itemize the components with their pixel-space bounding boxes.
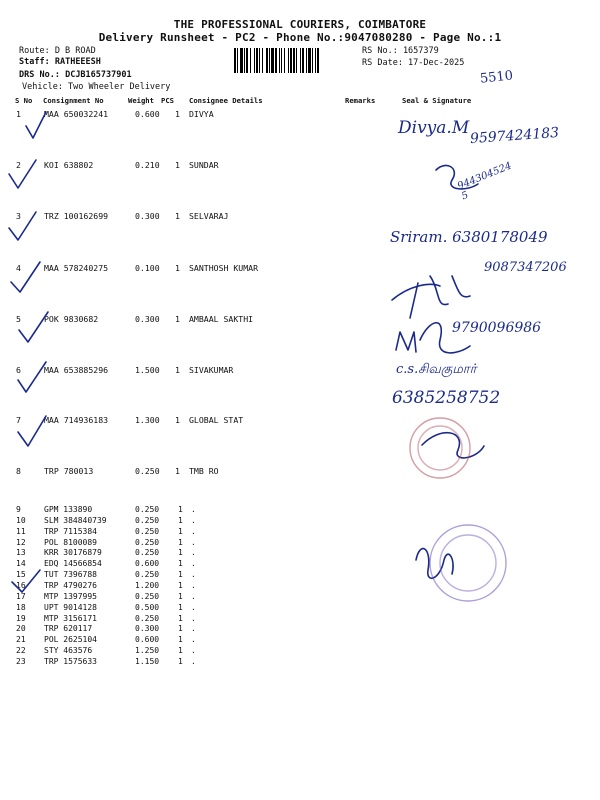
row-pcs: 1 (178, 613, 183, 623)
vehicle-info: Vehicle: Two Wheeler Delivery (22, 82, 171, 92)
row-pcs: 1 (175, 160, 180, 170)
checkmark-icon (26, 112, 46, 138)
row-sno: 1 (16, 109, 21, 119)
row-weight: 1.250 (135, 646, 160, 655)
signature-phone: 9087347206 (484, 260, 567, 275)
col-remarks: Remarks (345, 96, 376, 105)
row-pcs: 1 (178, 537, 183, 547)
row-pcs: 1 (178, 624, 183, 634)
row-sno: 2 (16, 160, 21, 170)
row-weight: 0.250 (135, 570, 160, 580)
stamp-seal (430, 525, 506, 601)
row-sno: 9 (16, 505, 21, 514)
row-pcs: 1 (178, 515, 183, 525)
row-sno: 22 (16, 646, 26, 655)
row-consignee: SUNDAR (189, 160, 219, 170)
row-pcs: 1 (178, 646, 183, 655)
row-weight: 0.300 (135, 211, 160, 221)
row-consignee: . (191, 581, 196, 590)
row-consignee: . (191, 570, 196, 580)
signature-scribble (416, 549, 453, 579)
signature-name: c.s.சிவகுமார் (396, 362, 477, 377)
checkmark-icon (9, 160, 36, 188)
row-sno: 3 (16, 211, 21, 221)
signature-phone: 9790096986 (452, 320, 542, 336)
row-weight: 0.250 (135, 613, 160, 623)
signature-phone: 6385258752 (392, 388, 501, 408)
row-sno: 20 (16, 624, 26, 634)
row-consignee: . (191, 635, 196, 645)
row-consignee: . (191, 591, 196, 601)
checkmark-icon (9, 212, 36, 240)
row-sno: 8 (16, 466, 21, 476)
row-consignee: GLOBAL STAT (189, 415, 244, 425)
row-consignee: SELVARAJ (189, 211, 229, 221)
signature-scribble (422, 433, 484, 458)
staff-info (19, 57, 101, 67)
col-pcs: PCS (161, 96, 174, 105)
row-sno: 10 (16, 515, 26, 525)
row-consignee: . (191, 624, 196, 634)
drs-info (19, 70, 132, 80)
row-weight: 0.250 (135, 466, 160, 476)
row-pcs: 1 (175, 109, 180, 119)
row-pcs: 1 (178, 591, 183, 601)
row-sno: 17 (16, 591, 26, 601)
row-sno: 23 (16, 656, 26, 666)
row-consignment: KRR 30176879 (44, 548, 102, 558)
col-weight: Weight (128, 96, 154, 105)
row-sno: 12 (16, 537, 26, 547)
row-consignment: MAA 650032241 (44, 109, 109, 119)
handwritten-note: 5510 (479, 68, 514, 87)
row-consignment: POL 2625104 (44, 635, 97, 645)
row-sno: 15 (16, 570, 26, 580)
row-weight: 0.500 (135, 602, 160, 612)
drs-number: DCJB165737901 (65, 70, 132, 80)
row-pcs: 1 (178, 602, 183, 612)
row-consignee: . (191, 602, 196, 612)
route-info: Route: D B ROAD (19, 46, 96, 56)
row-weight: 1.150 (135, 656, 160, 666)
row-consignee: DIVYA (189, 109, 214, 119)
row-pcs: 1 (175, 263, 180, 273)
row-consignee: . (191, 656, 196, 666)
signature-name: Divya.M (398, 118, 470, 138)
row-sno: 16 (16, 581, 26, 590)
row-consignment: KOI 638802 (44, 160, 94, 170)
signature-scribble (392, 276, 470, 318)
col-sno: S No (15, 96, 33, 105)
staff-label: Staff: (19, 57, 50, 67)
row-weight: 1.500 (135, 365, 160, 375)
row-pcs: 1 (175, 365, 180, 375)
row-consignment: TRP 620117 (44, 624, 93, 634)
row-consignee: AMBAAL SAKTHI (189, 314, 254, 324)
row-weight: 0.300 (135, 624, 160, 634)
row-sno: 21 (16, 635, 26, 645)
row-consignment: POL 8100089 (44, 537, 97, 547)
row-pcs: 1 (178, 581, 183, 590)
row-consignee: SANTHOSH KUMAR (189, 263, 259, 273)
row-weight: 0.600 (135, 635, 160, 645)
row-consignee: . (191, 505, 196, 514)
row-consignment: EDQ 14566854 (44, 559, 102, 569)
row-consignee: TMB RO (189, 466, 219, 476)
row-pcs: 1 (178, 656, 183, 666)
row-consignment: SLM 384840739 (44, 515, 107, 525)
row-pcs: 1 (178, 526, 183, 536)
row-weight: 0.250 (135, 515, 160, 525)
row-pcs: 1 (178, 635, 183, 645)
checkmark-icon (18, 416, 46, 446)
signature-name: Sriram. 6380178049 (390, 228, 548, 246)
stamp-seal (410, 418, 470, 478)
row-weight: 0.250 (135, 591, 160, 601)
staff-name: RATHEEESH (54, 57, 101, 67)
row-sno: 19 (16, 613, 26, 623)
row-pcs: 1 (178, 559, 183, 569)
row-consignment: TRP 7115384 (44, 526, 97, 536)
row-consignee: . (191, 526, 196, 536)
row-weight: 0.250 (135, 548, 160, 558)
stamp-seal (440, 535, 496, 591)
drs-label: DRS No.: (19, 70, 60, 80)
row-consignment: MAA 578240275 (44, 263, 109, 273)
checkmark-icon (18, 362, 46, 392)
signature-phone: 9597424183 (469, 124, 560, 148)
row-weight: 0.100 (135, 263, 160, 273)
row-consignment: TRP 780013 (44, 466, 94, 476)
row-consignment: TRP 1575633 (44, 656, 97, 666)
row-weight: 1.200 (135, 581, 160, 590)
rs-number: RS No.: 1657379 (362, 46, 439, 56)
row-weight: 0.600 (135, 109, 160, 119)
row-sno: 18 (16, 602, 26, 612)
rs-date: RS Date: 17-Dec-2025 (362, 58, 465, 68)
row-consignment: MAA 714936183 (44, 415, 109, 425)
row-consignment: STY 463576 (44, 646, 93, 655)
row-weight: 0.600 (135, 559, 160, 569)
col-consignment: Consignment No (43, 96, 104, 105)
runsheet-subtitle: Delivery Runsheet - PC2 - Phone No.:9047080280 - Page No.:1 (98, 31, 502, 44)
row-pcs: 1 (178, 548, 183, 558)
row-consignee: . (191, 515, 196, 525)
row-sno: 5 (16, 314, 21, 324)
stamp-seal (418, 426, 462, 470)
row-sno: 14 (16, 559, 26, 569)
row-consignee: SIVAKUMAR (189, 365, 234, 375)
row-consignee: . (191, 537, 196, 547)
row-consignee: . (191, 559, 196, 569)
row-pcs: 1 (175, 211, 180, 221)
row-sno: 4 (16, 263, 21, 273)
row-consignment: POK 9830682 (44, 314, 99, 324)
col-consignee: Consignee Details (189, 96, 263, 105)
row-weight: 0.250 (135, 505, 160, 514)
row-sno: 13 (16, 548, 26, 558)
row-weight: 0.210 (135, 160, 160, 170)
row-pcs: 1 (178, 570, 183, 580)
barcode-image (233, 48, 358, 73)
signature-phone: 9443045245 (456, 160, 514, 203)
row-consignment: MAA 653885296 (44, 365, 109, 375)
row-consignment: GPM 133890 (44, 505, 93, 514)
row-consignee: . (191, 548, 196, 558)
row-consignee: . (191, 613, 196, 623)
row-pcs: 1 (175, 415, 180, 425)
row-consignment: TUT 7396788 (44, 570, 97, 580)
row-sno: 6 (16, 365, 21, 375)
row-pcs: 1 (178, 505, 183, 514)
row-pcs: 1 (175, 314, 180, 324)
row-sno: 11 (16, 526, 26, 536)
row-pcs: 1 (175, 466, 180, 476)
col-seal-signature: Seal & Signature (402, 96, 472, 105)
row-sno: 7 (16, 415, 21, 425)
row-consignee: . (191, 646, 196, 655)
row-weight: 1.300 (135, 415, 160, 425)
row-consignment: TRZ 100162699 (44, 211, 109, 221)
row-weight: 0.250 (135, 537, 160, 547)
row-consignment: MTP 3156171 (44, 613, 97, 623)
row-consignment: TRP 4790276 (44, 581, 97, 590)
row-weight: 0.300 (135, 314, 160, 324)
row-consignment: UPT 9014128 (44, 602, 97, 612)
row-weight: 0.250 (135, 526, 160, 536)
runsheet-title: THE PROFESSIONAL COURIERS, COIMBATORE (173, 18, 427, 31)
row-consignment: MTP 1397995 (44, 591, 97, 601)
